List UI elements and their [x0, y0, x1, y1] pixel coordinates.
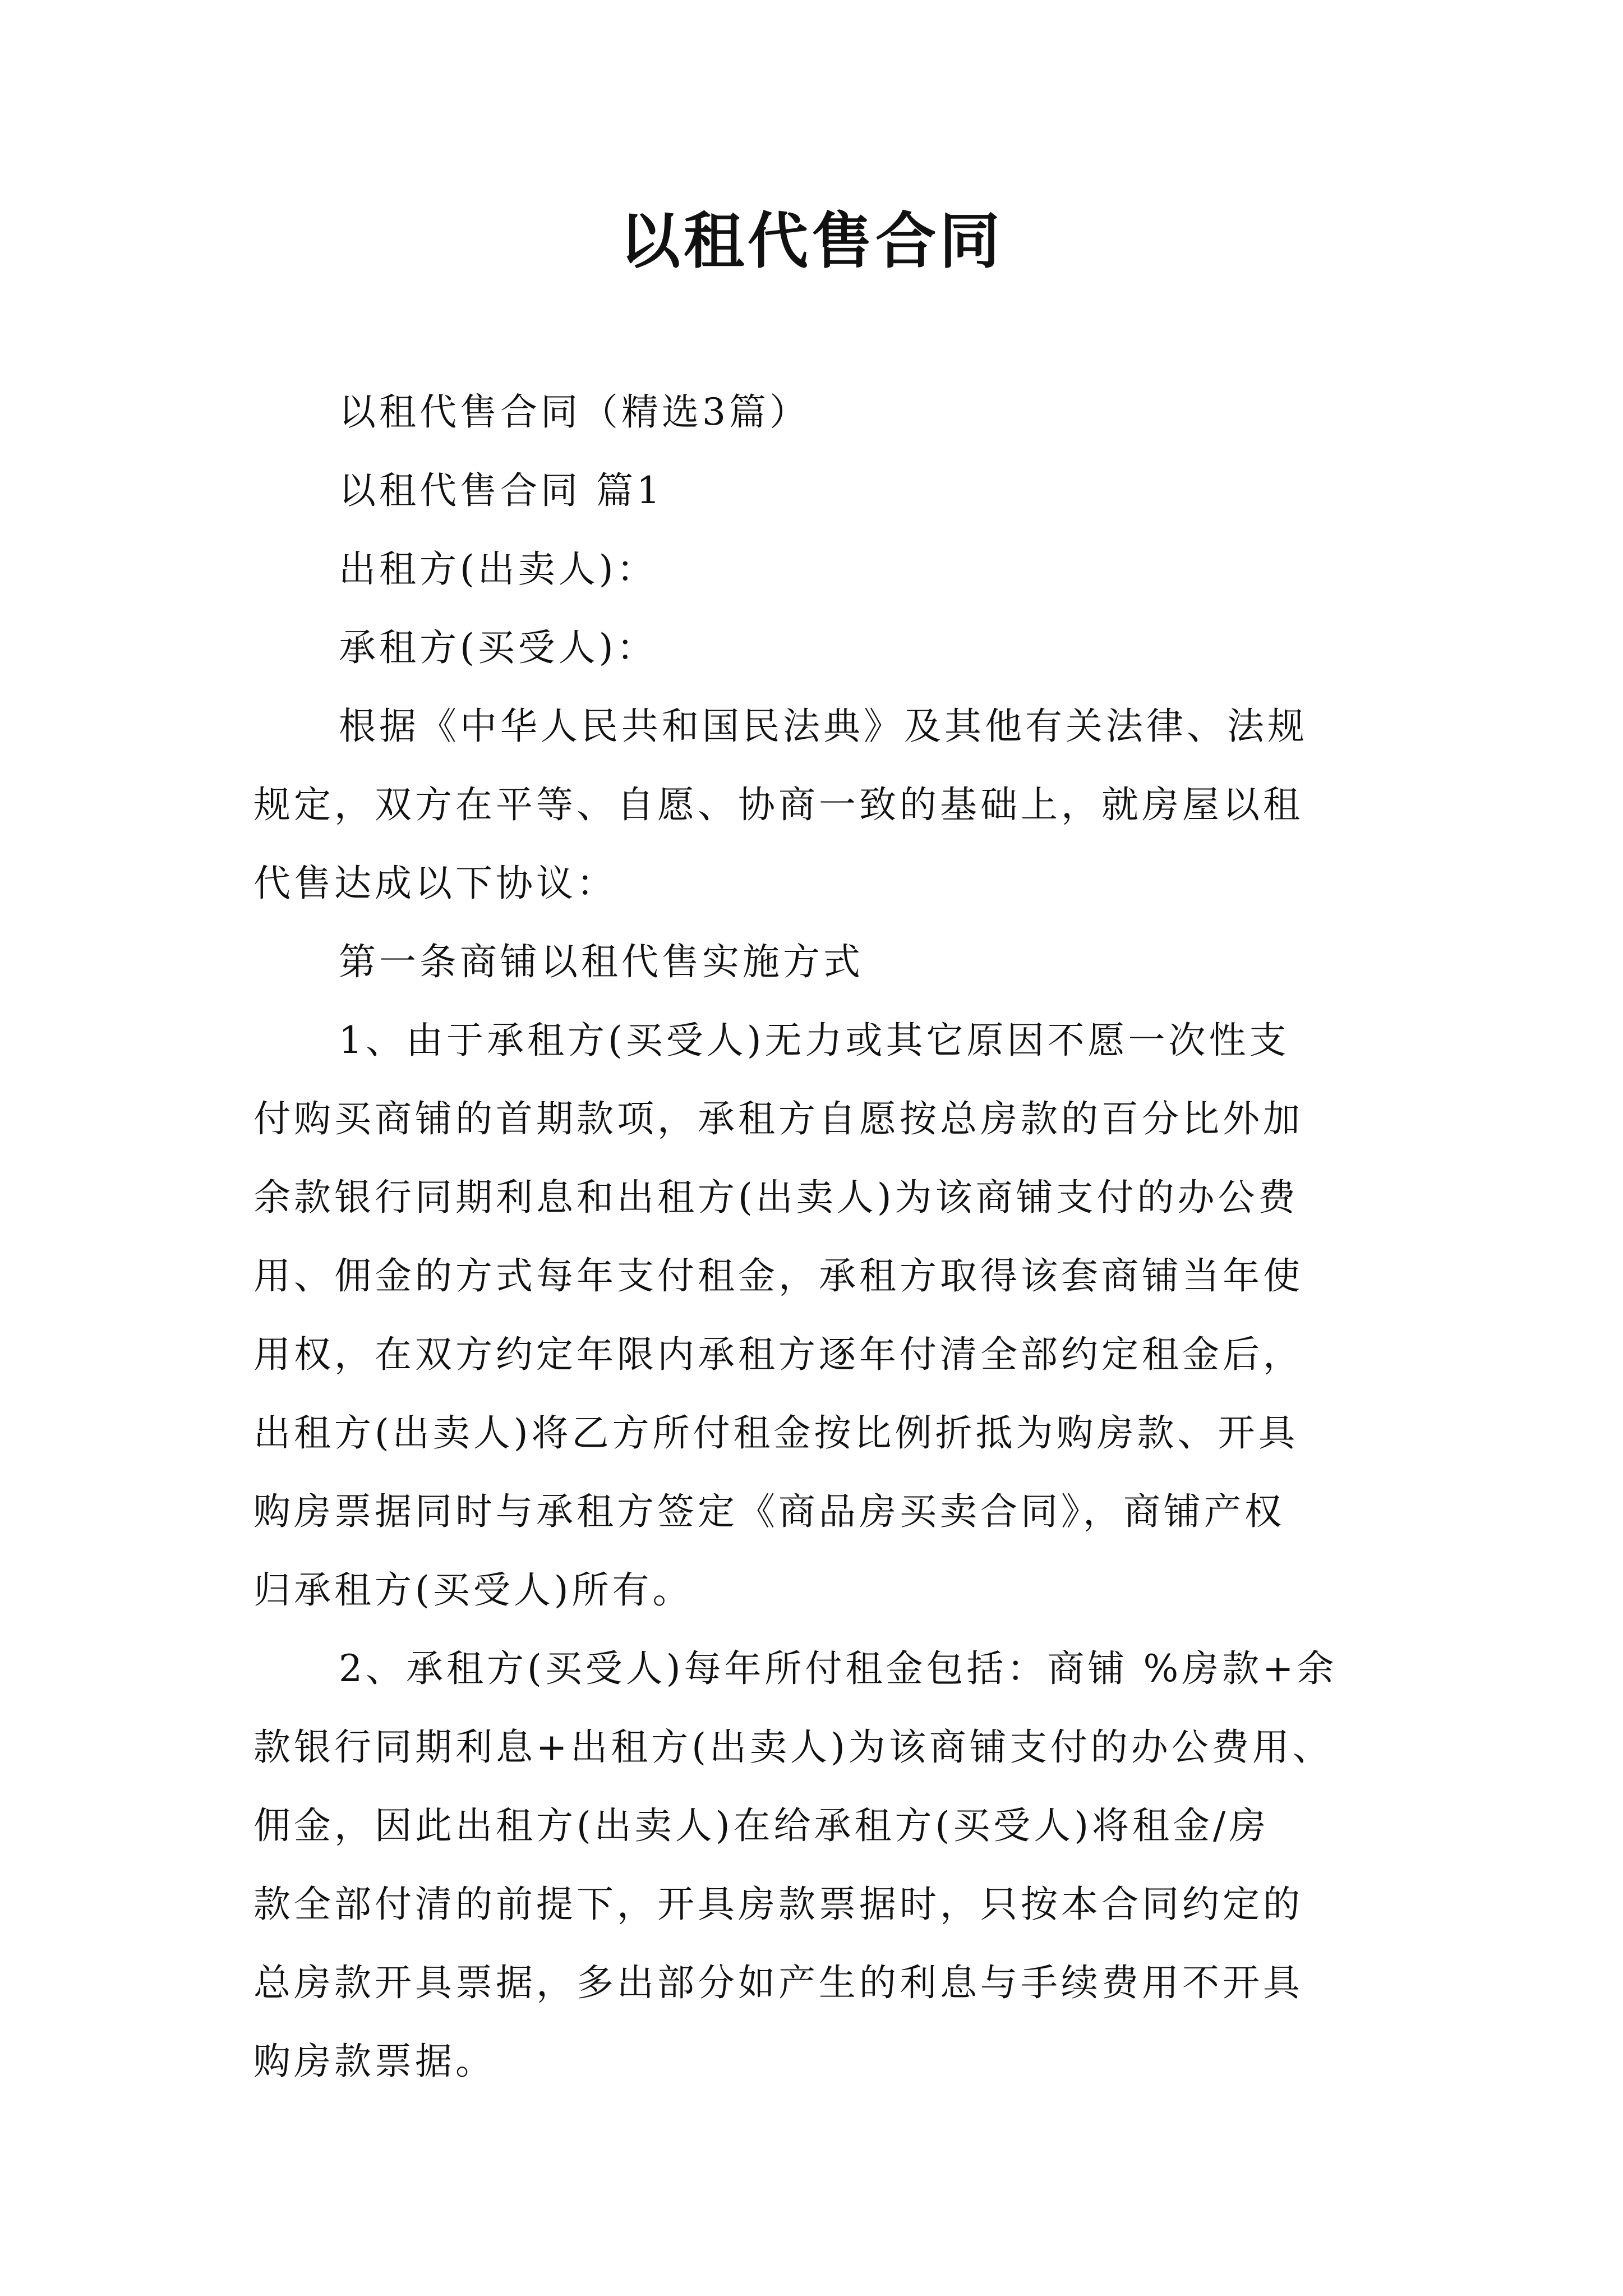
- paragraph-line: 总房款开具票据，多出部分如产生的利息与手续费用不开具: [253, 1961, 1303, 2004]
- paragraph-line: 款银行同期利息+出租方(出卖人)为该商铺支付的办公费用、: [253, 1726, 1333, 1769]
- paragraph-line: 出租方(出卖人)将乙方所付租金按比例折抵为购房款、开具: [253, 1411, 1299, 1455]
- paragraph-line: 代售达成以下协议：: [253, 862, 617, 905]
- paragraph-line: 用、佣金的方式每年支付租金，承租方取得该套商铺当年使: [253, 1254, 1303, 1297]
- paragraph-line: 归承租方(买受人)所有。: [253, 1568, 693, 1612]
- paragraph-line: 款全部付清的前提下，开具房款票据时，只按本合同约定的: [253, 1883, 1303, 1926]
- lessor-line: 出租方(出卖人)：: [339, 547, 657, 591]
- article-heading: 第一条商铺以租代售实施方式: [339, 940, 864, 983]
- paragraph-line: 购房票据同时与承租方签定《商品房买卖合同》，商铺产权: [253, 1490, 1285, 1533]
- subtitle-line: 以租代售合同（精选3篇）: [339, 390, 810, 434]
- lessee-line: 承租方(买受人)：: [339, 626, 657, 669]
- paragraph-line: 规定，双方在平等、自愿、协商一致的基础上，就房屋以租: [253, 783, 1303, 826]
- paragraph-line: 2、承租方(买受人)每年所付租金包括：商铺 %房款+余: [339, 1647, 1338, 1690]
- paragraph-line: 购房款票据。: [253, 2040, 496, 2083]
- paragraph-line: 1、由于承租方(买受人)无力或其它原因不愿一次性支: [339, 1019, 1290, 1062]
- paragraph-line: 付购买商铺的首期款项，承租方自愿按总房款的百分比外加: [253, 1097, 1303, 1140]
- paragraph-line: 用权，在双方约定年限内承租方逐年付清全部约定租金后，: [253, 1333, 1303, 1376]
- paragraph-line: 余款银行同期利息和出租方(出卖人)为该商铺支付的办公费: [253, 1176, 1299, 1219]
- section-heading: 以租代售合同 篇1: [339, 469, 663, 512]
- document-title: 以租代售合同: [619, 206, 1003, 277]
- paragraph-line: 根据《中华人民共和国民法典》及其他有关法律、法规: [339, 705, 1308, 748]
- paragraph-line: 佣金，因此出租方(出卖人)在给承租方(买受人)将租金/房: [253, 1804, 1270, 1847]
